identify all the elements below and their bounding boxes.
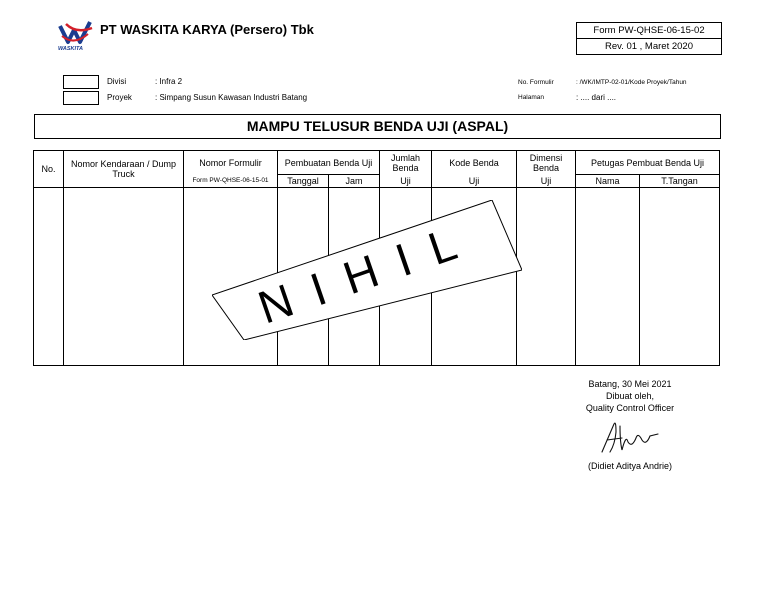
company-name: PT WASKITA KARYA (Persero) Tbk bbox=[100, 22, 314, 37]
header-pembuatan: Pembuatan Benda Uji bbox=[278, 151, 380, 175]
header-nama: Nama bbox=[576, 175, 640, 188]
halaman-value: : .... dari .... bbox=[576, 93, 617, 102]
form-info-box bbox=[576, 22, 722, 55]
halaman-label: Halaman bbox=[518, 94, 545, 101]
header-kode-sub: Uji bbox=[432, 175, 517, 188]
header-petugas: Petugas Pembuat Benda Uji bbox=[576, 151, 720, 175]
table-cell bbox=[64, 188, 184, 366]
proyek-value: : Simpang Susun Kawasan Industri Batang bbox=[155, 93, 308, 102]
header-jumlah: Jumlah Benda bbox=[380, 151, 432, 175]
header-no: No. bbox=[34, 151, 64, 188]
company-logo bbox=[56, 20, 96, 54]
signature-block bbox=[560, 378, 700, 414]
table-cell bbox=[34, 188, 64, 366]
form-revision: Rev. 01 , Maret 2020 bbox=[577, 38, 721, 54]
signature-icon bbox=[598, 418, 662, 458]
document-title: MAMPU TELUSUR BENDA UJI (ASPAL) bbox=[34, 114, 721, 139]
header-dimensi-sub: Uji bbox=[517, 175, 576, 188]
header-nomor-kendaraan: Nomor Kendaraan / Dump Truck bbox=[64, 151, 184, 188]
signature-name: (Didiet Aditya Andrie) bbox=[587, 461, 673, 471]
header-dimensi: Dimensi Benda bbox=[517, 151, 576, 175]
divisi-value: : Infra 2 bbox=[155, 77, 183, 86]
formulir-label: No. Formulir bbox=[518, 79, 554, 86]
divisi-checkbox[interactable] bbox=[63, 75, 99, 89]
signature-role: Quality Control Officer bbox=[585, 403, 675, 413]
signature-place-date: Batang, 30 Mei 2021 bbox=[588, 379, 672, 389]
table-cell bbox=[576, 188, 640, 366]
proyek-checkbox[interactable] bbox=[63, 91, 99, 105]
nihil-stamp bbox=[212, 200, 522, 340]
header-ttangan: T.Tangan bbox=[640, 175, 720, 188]
divisi-label: Divisi bbox=[107, 77, 127, 86]
header-jam: Jam bbox=[329, 175, 380, 188]
formulir-value: : /WK/IMTP-02-01/Kode Proyek/Tahun bbox=[576, 79, 687, 86]
header-jumlah-sub: Uji bbox=[380, 175, 432, 188]
table-cell bbox=[640, 188, 720, 366]
form-code: Form PW-QHSE-06-15-02 bbox=[593, 25, 705, 36]
signature-made-by: Dibuat oleh, bbox=[605, 391, 655, 401]
table-cell bbox=[517, 188, 576, 366]
logo-wordmark: WASKITA bbox=[58, 46, 83, 52]
header-kode: Kode Benda bbox=[432, 151, 517, 175]
nihil-stamp-text: NIHIL bbox=[251, 210, 484, 334]
handwritten-signature bbox=[598, 418, 662, 463]
proyek-label: Proyek bbox=[107, 93, 132, 102]
header-nomor-formulir-sub: Form PW-QHSE-06-15-01 bbox=[184, 175, 278, 188]
header-nomor-formulir: Nomor Formulir bbox=[184, 151, 278, 175]
header-tanggal: Tanggal bbox=[278, 175, 329, 188]
nihil-stamp-box bbox=[212, 200, 522, 340]
